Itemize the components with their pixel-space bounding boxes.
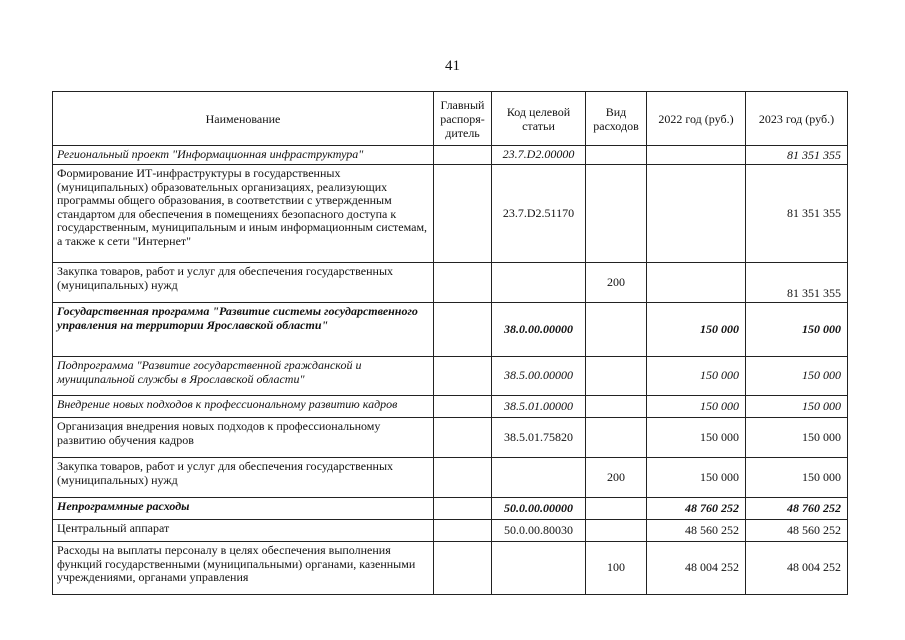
cell-admin [434, 396, 492, 418]
cell-type [586, 520, 647, 542]
cell-2023: 150 000 [746, 458, 848, 498]
budget-table [52, 91, 848, 595]
page-number: 41 [445, 58, 460, 74]
cell-admin [434, 498, 492, 520]
cell-name: Формирование ИТ-инфраструктуры в государственных (муниципальных) образовательных организациях, реализующих программы общего образования, в соответствии с утвержденным стандартом для обеспечения в помещениях безопасного доступа к государственным, муниципальным и иным информационным системам, а также к сети "Интернет" [53, 165, 434, 263]
cell-admin [434, 458, 492, 498]
cell-code: 50.0.00.00000 [492, 498, 586, 520]
cell-2022 [647, 146, 746, 165]
cell-name: Государственная программа "Развитие системы государственного управления на территории Ярославской области" [53, 303, 434, 357]
cell-type [586, 357, 647, 396]
table-row [53, 146, 848, 165]
cell-name: Региональный проект "Информационная инфраструктура" [53, 146, 434, 165]
cell-code: 38.0.00.00000 [492, 303, 586, 357]
cell-code [492, 263, 586, 303]
cell-admin [434, 263, 492, 303]
table-header [53, 92, 848, 146]
cell-name: Подпрограмма "Развитие государственной гражданской и муниципальной службы в Ярославской области" [53, 357, 434, 396]
cell-type [586, 303, 647, 357]
cell-2022 [647, 165, 746, 263]
cell-code: 38.5.01.00000 [492, 396, 586, 418]
cell-2023: 81 351 355 [746, 165, 848, 263]
cell-name: Внедрение новых подходов к профессиональному развитию кадров [53, 396, 434, 418]
cell-type [586, 498, 647, 520]
cell-2023: 48 760 252 [746, 498, 848, 520]
cell-2022: 150 000 [647, 357, 746, 396]
table-row [53, 263, 848, 303]
table-row [53, 542, 848, 595]
cell-2022: 48 004 252 [647, 542, 746, 595]
header-2022: 2022 год (руб.) [647, 92, 746, 146]
cell-code: 50.0.00.80030 [492, 520, 586, 542]
cell-2023: 150 000 [746, 357, 848, 396]
cell-admin [434, 146, 492, 165]
table-body [53, 146, 848, 595]
cell-2023: 48 560 252 [746, 520, 848, 542]
cell-2023: 150 000 [746, 303, 848, 357]
header-code: Код целевой статьи [492, 92, 586, 146]
cell-type: 200 [586, 263, 647, 303]
cell-2022: 48 560 252 [647, 520, 746, 542]
table-row [53, 396, 848, 418]
cell-code [492, 542, 586, 595]
cell-2022: 150 000 [647, 458, 746, 498]
table-row [53, 357, 848, 396]
cell-name: Расходы на выплаты персоналу в целях обеспечения выполнения функций государственными (муниципальными) органами, казенными учреждениями, органами управления [53, 542, 434, 595]
table-row [53, 458, 848, 498]
table-row [53, 520, 848, 542]
header-type: Вид расходов [586, 92, 647, 146]
cell-type: 200 [586, 458, 647, 498]
cell-type: 100 [586, 542, 647, 595]
cell-name: Центральный аппарат [53, 520, 434, 542]
cell-2023: 81 351 355 [746, 146, 848, 165]
cell-admin [434, 542, 492, 595]
header-admin: Главный распоря-дитель [434, 92, 492, 146]
cell-2022: 150 000 [647, 418, 746, 458]
cell-name: Непрограммные расходы [53, 498, 434, 520]
table-row [53, 303, 848, 357]
header-2023: 2023 год (руб.) [746, 92, 848, 146]
cell-type [586, 396, 647, 418]
cell-2023: 150 000 [746, 396, 848, 418]
cell-2022: 150 000 [647, 303, 746, 357]
cell-name: Организация внедрения новых подходов к профессиональному развитию обучения кадров [53, 418, 434, 458]
cell-name: Закупка товаров, работ и услуг для обеспечения государственных (муниципальных) нужд [53, 458, 434, 498]
header-row [53, 92, 848, 146]
cell-2023: 150 000 [746, 418, 848, 458]
cell-type [586, 165, 647, 263]
cell-2023: 81 351 355 [746, 263, 848, 303]
cell-code: 38.5.00.00000 [492, 357, 586, 396]
cell-admin [434, 303, 492, 357]
cell-code [492, 458, 586, 498]
cell-2022 [647, 263, 746, 303]
cell-admin [434, 165, 492, 263]
cell-code: 23.7.D2.00000 [492, 146, 586, 165]
header-name: Наименование [53, 92, 434, 146]
cell-admin [434, 418, 492, 458]
cell-type [586, 418, 647, 458]
cell-name: Закупка товаров, работ и услуг для обеспечения государственных (муниципальных) нужд [53, 263, 434, 303]
cell-code: 38.5.01.75820 [492, 418, 586, 458]
cell-admin [434, 357, 492, 396]
cell-2022: 150 000 [647, 396, 746, 418]
cell-2022: 48 760 252 [647, 498, 746, 520]
cell-type [586, 146, 647, 165]
cell-admin [434, 520, 492, 542]
table-row [53, 165, 848, 263]
cell-code: 23.7.D2.51170 [492, 165, 586, 263]
cell-2023: 48 004 252 [746, 542, 848, 595]
table-row [53, 418, 848, 458]
table-row [53, 498, 848, 520]
